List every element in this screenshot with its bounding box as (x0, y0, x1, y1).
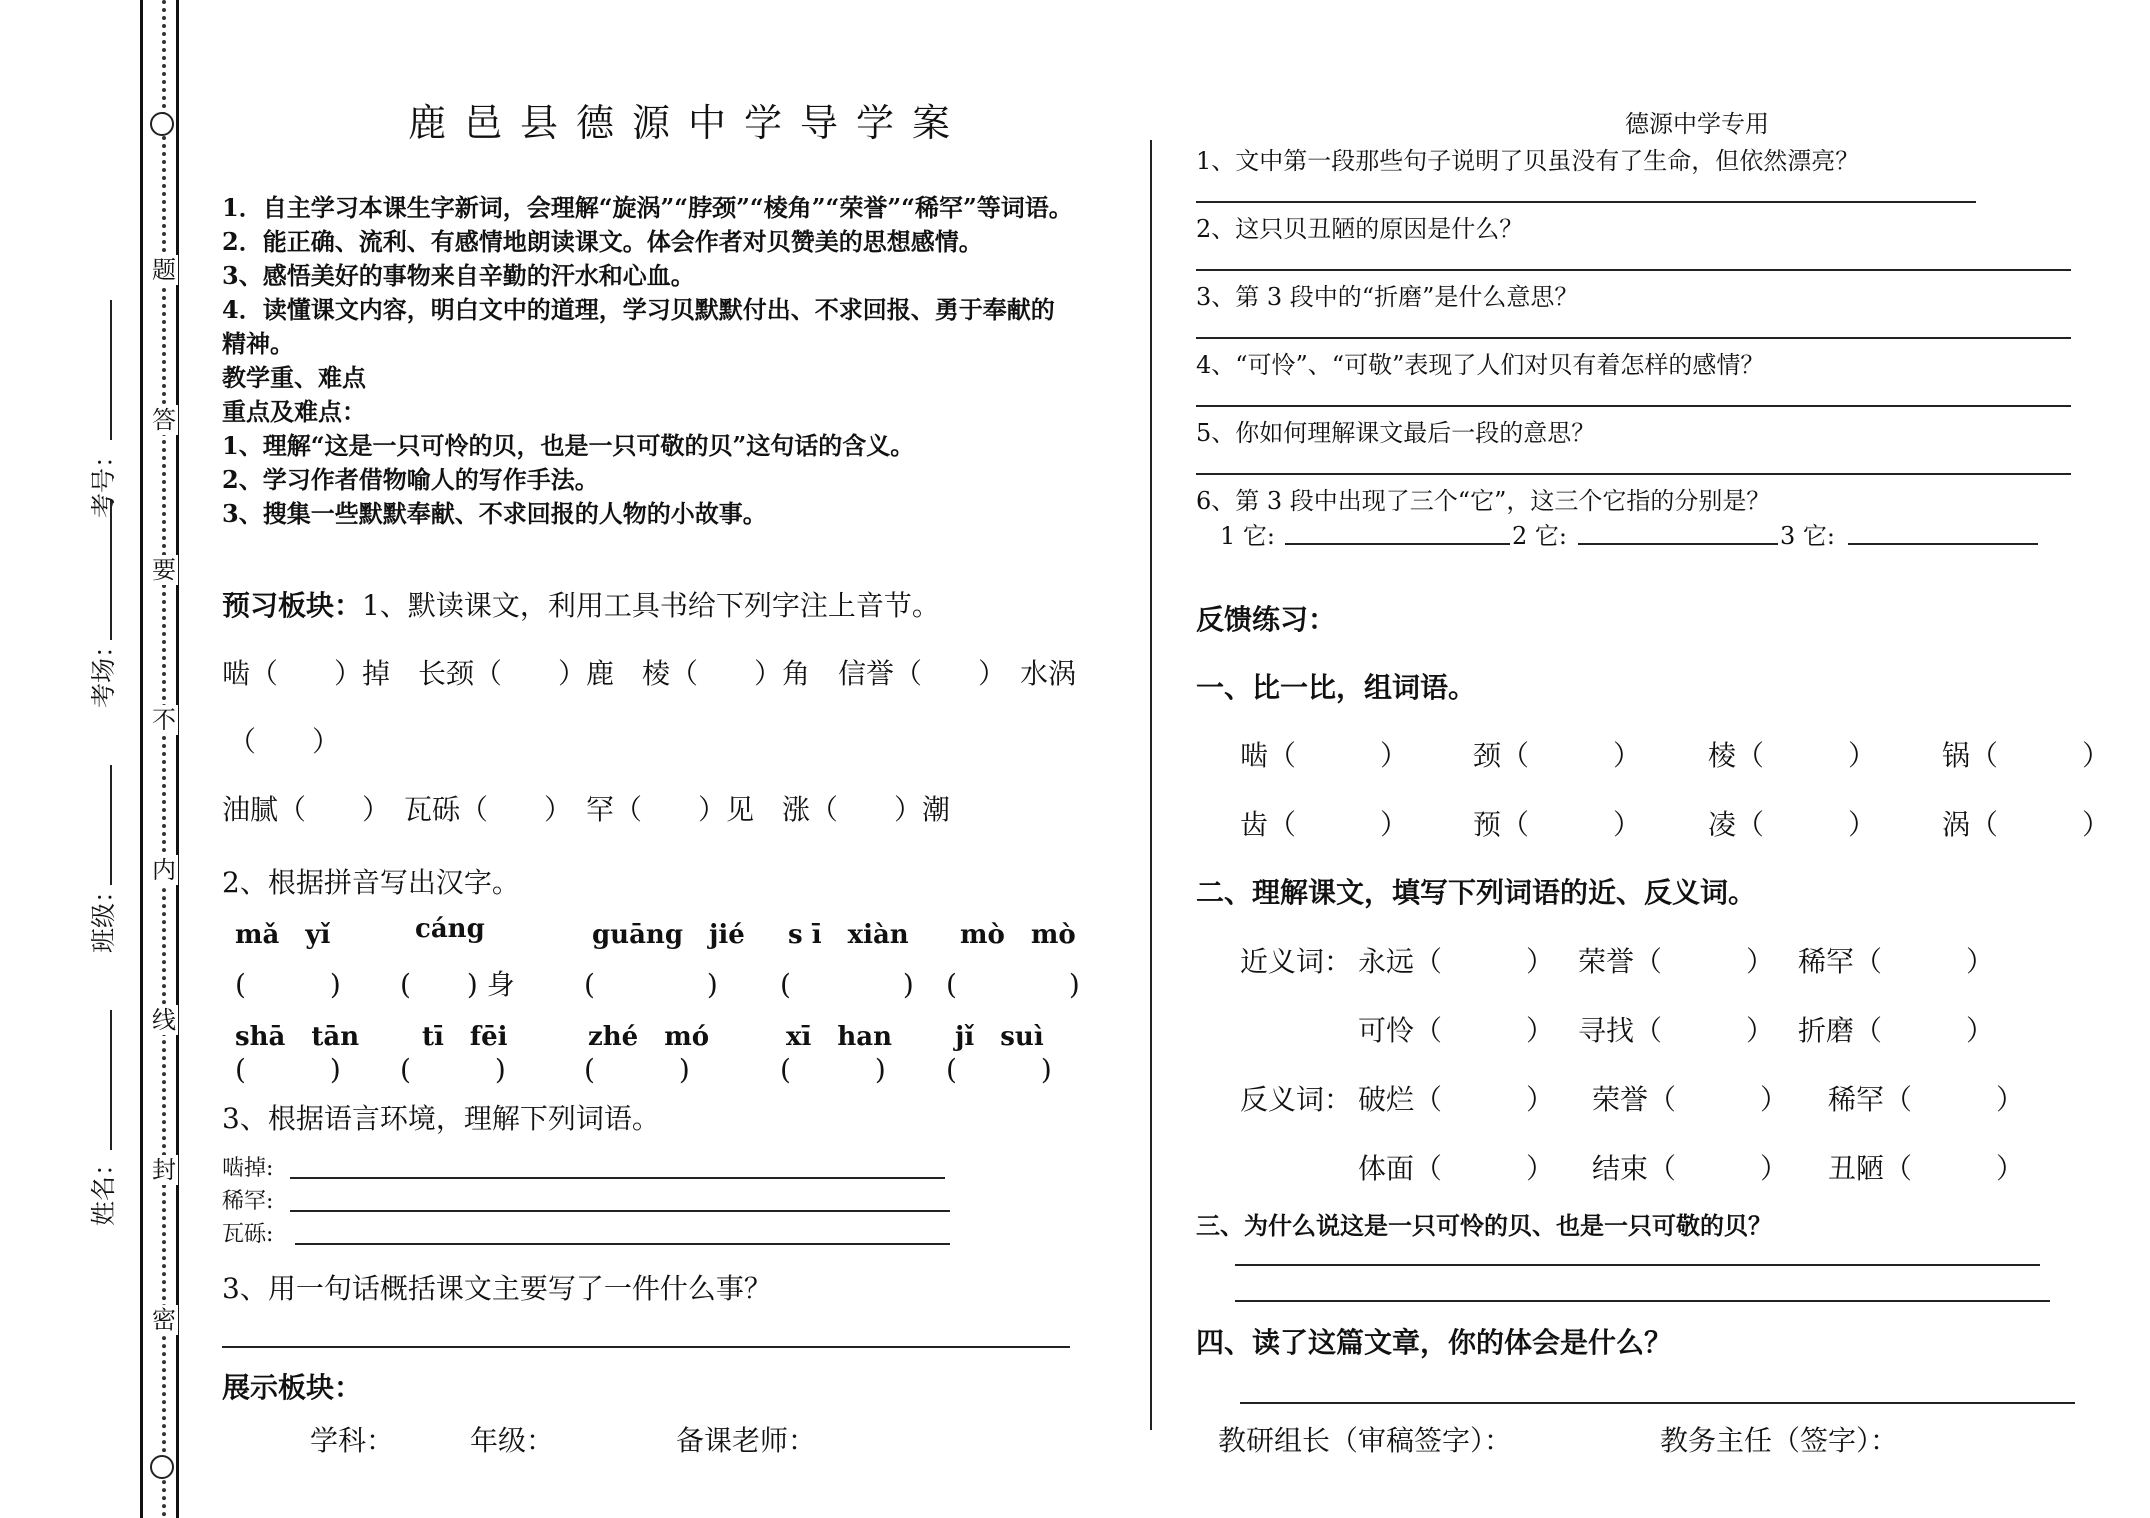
synonym-word[interactable]: 折磨（ ） (1798, 1014, 1995, 1047)
part4-answer-line[interactable] (1240, 1402, 2075, 1404)
objective-item: 2．能正确、流利、有感情地朗读课文。体会作者对贝赞美的思想感情。 (222, 227, 983, 256)
pinyin-annotation-row-cont[interactable]: （ ） (228, 725, 341, 758)
focus-subheading: 重点及难点： (222, 397, 366, 426)
question: 6、第 3 段中出现了三个“它”，这三个它指的分别是？ (1196, 487, 1771, 515)
compare-word[interactable]: 锅（ ） (1942, 739, 2111, 772)
compare-word[interactable]: 凌（ ） (1708, 808, 1877, 841)
question-answer-line[interactable] (1196, 269, 2071, 271)
synonym-label: 近义词： (1240, 945, 1353, 978)
answer-box[interactable]: ( ) (584, 1053, 690, 1086)
question-answer-line[interactable] (1196, 405, 2071, 407)
question: 5、你如何理解课文最后一段的意思？ (1196, 419, 1596, 447)
binding-line-right (176, 0, 179, 1518)
column-separator (1150, 140, 1152, 1430)
pinyin: jǐ suì (955, 1022, 1044, 1052)
question: 3、第 3 段中的“折磨”是什么意思？ (1196, 283, 1579, 311)
compare-word[interactable]: 颈（ ） (1473, 739, 1642, 772)
pinyin-annotation-row[interactable]: 油腻（ ） 瓦砾（ ） 罕（ ）见 涨（ ）潮 (222, 793, 951, 826)
antonym-label: 反义词： (1240, 1083, 1353, 1116)
preview-task3: 3、根据语言环境，理解下列词语。 (222, 1102, 660, 1135)
pinyin: guāng jié (592, 920, 745, 950)
synonym-word[interactable]: 永远（ ） (1358, 945, 1555, 978)
binding-char: 要 (152, 556, 176, 584)
binding-circle-bottom (150, 1455, 174, 1479)
compare-word[interactable]: 棱（ ） (1708, 739, 1877, 772)
answer-box[interactable]: ( ) (584, 968, 718, 1001)
binding-char: 线 (152, 1006, 176, 1034)
footer-leader: 教研组长（审稿签字）： (1218, 1424, 1513, 1457)
feedback-part1-title: 一、比一比，组词语。 (1196, 671, 1477, 704)
focus-item: 3、搜集一些默默奉献、不求回报的人物的小故事。 (222, 499, 767, 528)
pinyin-annotation-row[interactable]: 啮（ ）掉 长颈（ ）鹿 棱（ ）角 信誉（ ） 水涡 (222, 657, 1077, 690)
antonym-word[interactable]: 结束（ ） (1592, 1152, 1789, 1185)
number-label: 考号： (89, 442, 118, 518)
preview-task4: 3、用一句话概括课文主要写了一件什么事？ (222, 1272, 772, 1305)
binding-circle-top (150, 112, 174, 136)
answer-box[interactable]: ( ) (400, 1053, 506, 1086)
pinyin: cáng (415, 914, 485, 944)
term-answer-line[interactable] (290, 1177, 945, 1179)
answer-box[interactable]: ( ) (780, 1053, 886, 1086)
binding-char: 密 (152, 1306, 176, 1334)
page-title: 鹿邑县德源中学导学案 (408, 101, 969, 145)
feedback-heading: 反馈练习： (1196, 603, 1337, 636)
antonym-word[interactable]: 稀罕（ ） (1828, 1083, 2025, 1116)
it-label: 1 它: (1220, 522, 1275, 550)
synonym-word[interactable]: 寻找（ ） (1578, 1014, 1775, 1047)
number-field[interactable] (110, 300, 112, 440)
pinyin: mò mò (960, 920, 1076, 950)
name-field[interactable] (110, 1010, 112, 1150)
it-label: 3 它: (1780, 522, 1835, 550)
question: 1、文中第一段那些句子说明了贝虽没有了生命，但依然漂亮？ (1196, 147, 1860, 175)
pinyin: s ī xiàn (788, 920, 909, 950)
part3-answer-line[interactable] (1235, 1264, 2040, 1266)
question: 4、“可怜”、“可敬”表现了人们对贝有着怎样的感情？ (1196, 351, 1765, 379)
answer-box[interactable]: ( ) (235, 968, 341, 1001)
question-answer-line[interactable] (1196, 201, 1976, 203)
compare-word[interactable]: 齿（ ） (1240, 808, 1409, 841)
part3-answer-line[interactable] (1235, 1300, 2050, 1302)
class-label: 班级： (89, 877, 118, 953)
term-answer-line[interactable] (295, 1243, 950, 1245)
it-label: 2 它: (1512, 522, 1567, 550)
answer-box[interactable]: ( ) (780, 968, 914, 1001)
binding-line-left (140, 0, 143, 1518)
pinyin: mǎ yǐ (235, 920, 331, 950)
room-label: 考场： (89, 632, 118, 708)
class-field[interactable] (110, 765, 112, 885)
binding-char: 封 (152, 1156, 176, 1184)
footer-director: 教务主任（签字）： (1660, 1424, 1899, 1457)
answer-box[interactable]: ( ) 身 (400, 968, 515, 1001)
answer-box[interactable]: ( ) (946, 968, 1080, 1001)
binding-char: 题 (152, 256, 176, 284)
binding-dotted-line (162, 0, 166, 1518)
term-label: 啮掉: (222, 1156, 274, 1181)
objective-item: 精神。 (222, 329, 294, 358)
compare-word[interactable]: 预（ ） (1473, 808, 1642, 841)
term-label: 瓦砾: (222, 1222, 274, 1247)
synonym-word[interactable]: 荣誉（ ） (1578, 945, 1775, 978)
it-answer-line[interactable] (1848, 543, 2038, 545)
compare-word[interactable]: 涡（ ） (1942, 808, 2111, 841)
pinyin: xī han (786, 1022, 893, 1052)
pinyin: zhé mó (588, 1022, 710, 1052)
footer-subject: 学科： (310, 1424, 395, 1457)
antonym-word[interactable]: 丑陋（ ） (1828, 1152, 2025, 1185)
answer-box[interactable]: ( ) (235, 1053, 341, 1086)
synonym-word[interactable]: 稀罕（ ） (1798, 945, 1995, 978)
name-label: 姓名： (89, 1150, 118, 1226)
question: 2、这只贝丑陋的原因是什么？ (1196, 215, 1524, 243)
question-answer-line[interactable] (1196, 473, 2071, 475)
feedback-part2-title: 二、理解课文，填写下列词语的近、反义词。 (1196, 876, 1757, 909)
answer-box[interactable]: ( ) (946, 1053, 1052, 1086)
preview-task1: 1、默读课文，利用工具书给下列字注上音节。 (362, 589, 940, 622)
term-answer-line[interactable] (290, 1210, 950, 1212)
objective-item: 1．自主学习本课生字新词，会理解“旋涡”“脖颈”“棱角”“荣誉”“稀罕”等词语。 (222, 193, 1073, 222)
preview-task2: 2、根据拼音写出汉字。 (222, 866, 520, 899)
display-heading: 展示板块： (222, 1371, 363, 1404)
antonym-word[interactable]: 破烂（ ） (1358, 1083, 1555, 1116)
school-mark: 德源中学专用 (1625, 110, 1769, 138)
footer-teacher: 备课老师： (676, 1424, 817, 1457)
preview-line (222, 584, 940, 624)
pinyin: shā tān (235, 1022, 360, 1052)
feedback-part4-title: 四、读了这篇文章，你的体会是什么？ (1196, 1326, 1673, 1359)
objective-item: 3、感悟美好的事物来自辛勤的汗水和心血。 (222, 261, 695, 290)
question-answer-line[interactable] (1196, 337, 2071, 339)
focus-heading: 教学重、难点 (222, 363, 366, 392)
preview-heading: 预习板块： (222, 589, 363, 622)
antonym-word[interactable]: 荣誉（ ） (1592, 1083, 1789, 1116)
binding-char: 答 (152, 406, 176, 434)
summary-answer-line[interactable] (222, 1346, 1070, 1348)
objective-item: 4．读懂课文内容，明白文中的道理，学习贝默默付出、不求回报、勇于奉献的 (222, 295, 1055, 324)
binding-char: 不 (152, 706, 176, 734)
compare-word[interactable]: 啮（ ） (1240, 739, 1409, 772)
footer-grade: 年级： (470, 1424, 555, 1457)
pinyin: tī fēi (422, 1022, 508, 1052)
binding-char: 内 (152, 856, 176, 884)
feedback-part3-title: 三、为什么说这是一只可怜的贝、也是一只可敬的贝？ (1196, 1211, 1772, 1240)
antonym-word[interactable]: 体面（ ） (1358, 1152, 1555, 1185)
focus-item: 1、理解“这是一只可怜的贝，也是一只可敬的贝”这句话的含义。 (222, 431, 915, 460)
synonym-word[interactable]: 可怜（ ） (1358, 1014, 1555, 1047)
term-label: 稀罕: (222, 1189, 274, 1214)
it-answer-line[interactable] (1578, 543, 1778, 545)
room-field[interactable] (110, 500, 112, 640)
it-answer-line[interactable] (1285, 543, 1510, 545)
focus-item: 2、学习作者借物喻人的写作手法。 (222, 465, 599, 494)
